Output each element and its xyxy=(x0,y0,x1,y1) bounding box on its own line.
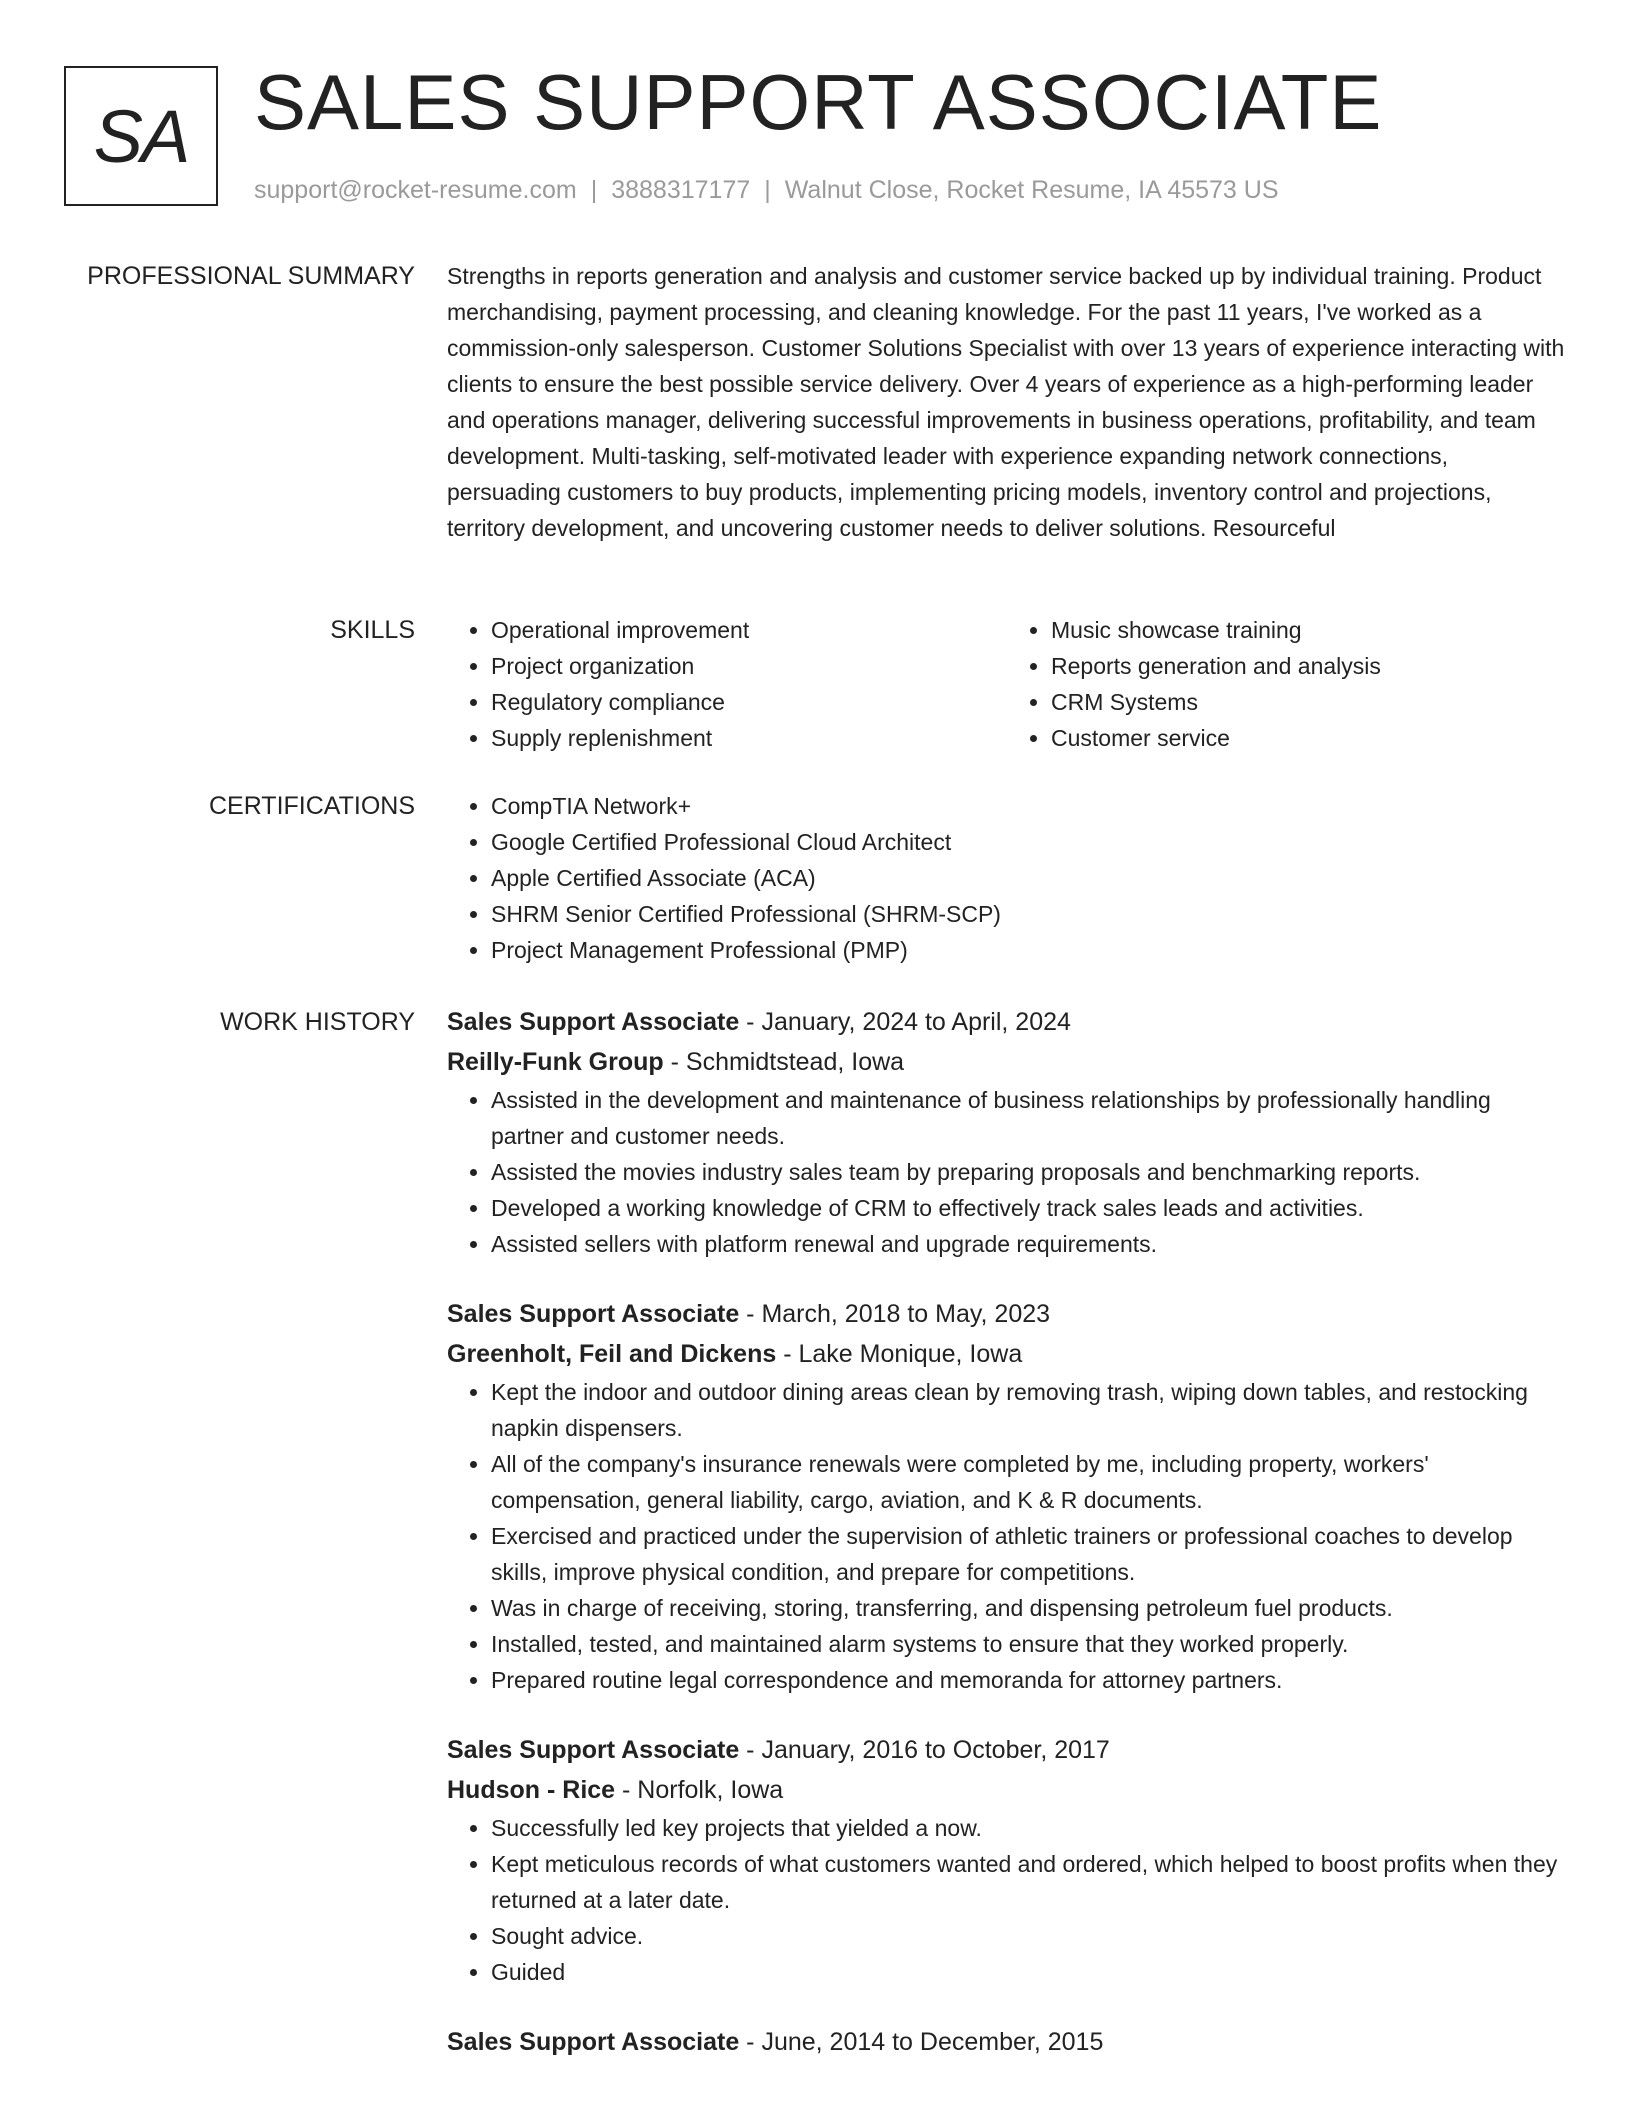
job-bullet: • Assisted the movies industry sales team by preparing proposals and benchmarking reports. xyxy=(491,1154,1567,1190)
job-entry xyxy=(447,2022,1567,2062)
section-label-certifications: CERTIFICATIONS xyxy=(208,792,415,820)
certification-item: • Google Certified Professional Cloud Architect xyxy=(491,824,1567,860)
job-bullet: • Prepared routine legal correspondence and memoranda for attorney partners. xyxy=(491,1662,1567,1698)
job-role: Sales Support Associate xyxy=(447,1008,740,1036)
job-bullets xyxy=(447,1082,1567,1262)
separator: | xyxy=(590,176,598,204)
skills-list xyxy=(447,612,1567,756)
job-bullet: • Kept the indoor and outdoor dining areas clean by removing trash, wiping down tables, and restocking napkin dispensers. xyxy=(491,1374,1567,1446)
skill-item: • CRM Systems xyxy=(1051,684,1567,720)
job-location: - Schmidtstead, Iowa xyxy=(663,1048,905,1076)
section-label-work-history: WORK HISTORY xyxy=(220,1008,415,1036)
job-bullet: • Assisted sellers with platform renewal and upgrade requirements. xyxy=(491,1226,1567,1262)
summary-text: Strengths in reports generation and analysis and customer service backed up by individual training. Product merchandising, payment processing, and cleaning knowledge. For the past 11 years, I've worked as a commission-only salesperson. Customer Solutions Specialist with over 13 years of experience interacting with clients to ensure the best possible service delivery. Over 4 years of experience as a high-performing leader and operations manager, delivering successful improvements in business operations, profitability, and team development. Multi-tasking, self-motivated leader with experience expanding network connections, persuading customers to buy products, implementing pricing models, inventory control and projections, territory development, and uncovering customer needs to deliver solutions. Resourceful xyxy=(447,263,1565,541)
job-company-line xyxy=(447,1042,1567,1082)
job-bullets xyxy=(447,1810,1567,1990)
certification-item: • CompTIA Network+ xyxy=(491,788,1567,824)
job-bullet: • Kept meticulous records of what customers wanted and ordered, which helped to boost profits when they returned at a later date. xyxy=(491,1846,1567,1918)
job-role: Sales Support Associate xyxy=(447,2028,740,2056)
job-entry xyxy=(447,1730,1567,1990)
certification-item: • Project Management Professional (PMP) xyxy=(491,932,1567,968)
job-dates: - January, 2024 to April, 2024 xyxy=(739,1008,1071,1036)
monogram-badge: SA xyxy=(64,66,218,206)
job-company: Reilly-Funk Group xyxy=(447,1048,664,1076)
skill-item: • Operational improvement xyxy=(491,612,1007,648)
certification-item: • Apple Certified Associate (ACA) xyxy=(491,860,1567,896)
skill-item: • Music showcase training xyxy=(1051,612,1567,648)
job-title-line xyxy=(447,1002,1567,1042)
job-dates: - March, 2018 to May, 2023 xyxy=(739,1300,1051,1328)
job-bullet: • Exercised and practiced under the supervision of athletic trainers or professional coaches to develop skills, improve physical condition, and prepare for competitions. xyxy=(491,1518,1567,1590)
resume-title: SALES SUPPORT ASSOCIATE xyxy=(254,58,1383,146)
job-entry xyxy=(447,1002,1567,1262)
job-bullet: • Was in charge of receiving, storing, transferring, and dispensing petroleum fuel products. xyxy=(491,1590,1567,1626)
job-title-line xyxy=(447,2022,1567,2062)
job-title-line xyxy=(447,1294,1567,1334)
contact-line xyxy=(254,174,1279,206)
skill-item: • Project organization xyxy=(491,648,1007,684)
skill-item: • Reports generation and analysis xyxy=(1051,648,1567,684)
certifications-list xyxy=(447,788,1567,968)
job-bullet: • Developed a working knowledge of CRM to effectively track sales leads and activities. xyxy=(491,1190,1567,1226)
job-company: Hudson - Rice xyxy=(447,1776,616,1804)
contact-address: Walnut Close, Rocket Resume, IA 45573 US xyxy=(784,176,1279,204)
job-company: Greenholt, Feil and Dickens xyxy=(447,1340,777,1368)
job-bullet: • All of the company's insurance renewals were completed by me, including property, workers' compensation, general liability, cargo, aviation, and K & R documents. xyxy=(491,1446,1567,1518)
section-label-summary: PROFESSIONAL SUMMARY xyxy=(87,262,415,290)
job-role: Sales Support Associate xyxy=(447,1300,740,1328)
job-dates: - June, 2014 to December, 2015 xyxy=(739,2028,1104,2056)
skills-column-right xyxy=(1007,612,1567,756)
job-bullet: • Sought advice. xyxy=(491,1918,1567,1954)
skill-item: • Customer service xyxy=(1051,720,1567,756)
job-company-line xyxy=(447,1334,1567,1374)
job-location: - Lake Monique, Iowa xyxy=(776,1340,1023,1368)
contact-phone[interactable]: 3888317177 xyxy=(611,176,751,204)
job-entry xyxy=(447,1294,1567,1698)
contact-email[interactable]: support@rocket-resume.com xyxy=(254,176,577,204)
work-history xyxy=(447,1002,1567,2094)
job-company-line xyxy=(447,1770,1567,1810)
job-bullet: • Guided xyxy=(491,1954,1567,1990)
certification-item: • SHRM Senior Certified Professional (SHRM-SCP) xyxy=(491,896,1567,932)
skills-column-left xyxy=(447,612,1007,756)
section-label-skills: SKILLS xyxy=(330,616,415,644)
skill-item: • Regulatory compliance xyxy=(491,684,1007,720)
job-bullet: • Assisted in the development and maintenance of business relationships by professionally handling partner and customer needs. xyxy=(491,1082,1567,1154)
job-bullet: • Installed, tested, and maintained alarm systems to ensure that they worked properly. xyxy=(491,1626,1567,1662)
job-location: - Norfolk, Iowa xyxy=(615,1776,784,1804)
skill-item: • Supply replenishment xyxy=(491,720,1007,756)
job-role: Sales Support Associate xyxy=(447,1736,740,1764)
job-bullet: • Successfully led key projects that yielded a now. xyxy=(491,1810,1567,1846)
job-title-line xyxy=(447,1730,1567,1770)
job-dates: - January, 2016 to October, 2017 xyxy=(739,1736,1110,1764)
separator: | xyxy=(764,176,771,204)
job-bullets xyxy=(447,1374,1567,1698)
